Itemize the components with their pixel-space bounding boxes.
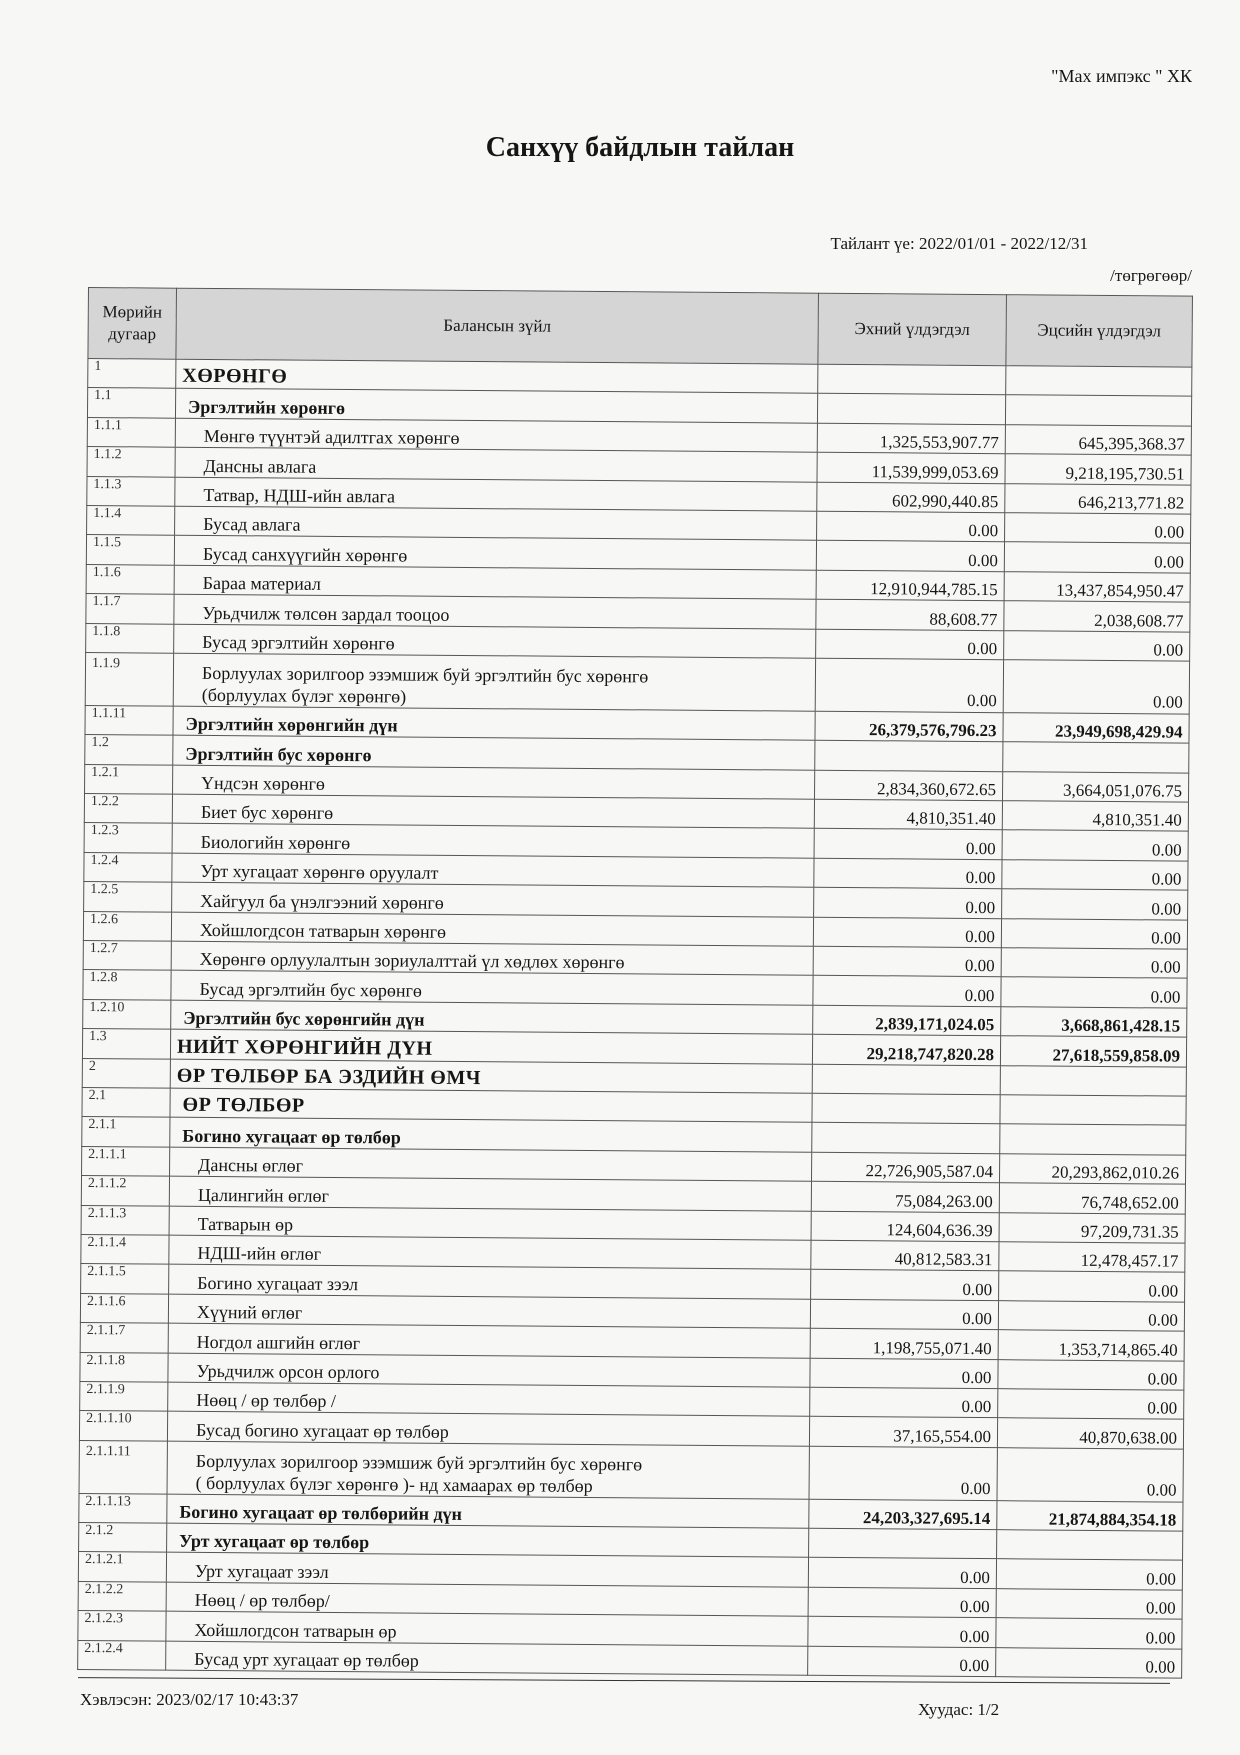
- beginning-balance: 0.00: [816, 629, 1004, 660]
- row-label: [167, 1494, 809, 1528]
- row-label-text: Биологийн хөрөнгө: [200, 831, 351, 853]
- ending-balance: 2,038,608.77: [1004, 601, 1190, 632]
- ending-balance: 0.00: [1002, 860, 1188, 891]
- row-label: [167, 1441, 809, 1499]
- row-label: [166, 1611, 808, 1645]
- ending-balance: 0.00: [996, 1589, 1182, 1620]
- row-number: 2.1.2.2: [78, 1581, 166, 1611]
- beginning-balance: 0.00: [808, 1587, 996, 1618]
- row-label-text: Цалингийн өглөг: [197, 1184, 329, 1206]
- beginning-balance: 75,084,263.00: [811, 1181, 999, 1212]
- beginning-balance: 0.00: [813, 946, 1001, 977]
- row-number: 1.2.6: [83, 911, 171, 941]
- row-label: [175, 506, 817, 540]
- row-label: [173, 653, 815, 711]
- row-label: [166, 1582, 808, 1616]
- row-label: [171, 941, 813, 975]
- row-label: [172, 882, 814, 916]
- ending-balance: 646,213,771.82: [1005, 483, 1191, 514]
- ending-balance: 0.00: [1003, 660, 1189, 714]
- beginning-balance: 0.00: [811, 1270, 999, 1301]
- beginning-balance: 2,834,360,672.65: [814, 770, 1002, 801]
- row-label-text: Борлуулах зорилгоор эзэмшиж буй эргэлтийн бус хөрөнгө: [201, 662, 649, 687]
- row-number: 1.2.8: [83, 970, 171, 1000]
- beginning-balance: 0.00: [808, 1558, 996, 1589]
- beginning-balance: [815, 741, 1003, 772]
- row-label: [175, 447, 817, 481]
- row-number: 1.1: [87, 388, 175, 418]
- ending-balance: 0.00: [996, 1559, 1182, 1590]
- row-label: [170, 1118, 812, 1152]
- beginning-balance: [812, 1093, 1000, 1124]
- ending-balance: 27,618,559,858.09: [1000, 1036, 1186, 1067]
- ending-balance: 0.00: [999, 1271, 1185, 1302]
- beginning-balance: 0.00: [810, 1358, 998, 1389]
- reporting-period: Тайлант үе: 2022/01/01 - 2022/12/31: [830, 234, 1088, 253]
- row-number: 1.1.9: [85, 652, 173, 706]
- ending-balance: 0.00: [1005, 513, 1191, 544]
- row-label: [168, 1382, 810, 1416]
- row-label-text: Хойшлогдсон татварын хөрөнгө: [199, 919, 447, 942]
- row-label-text: Богино хугацаат өр төлбөрийн дүн: [179, 1501, 463, 1525]
- ending-balance: 645,395,368.37: [1005, 424, 1191, 455]
- beginning-balance: 0.00: [810, 1299, 998, 1330]
- balance-sheet-table: [77, 287, 1193, 1679]
- row-label: [171, 912, 813, 946]
- beginning-balance: 602,990,440.85: [817, 482, 1005, 513]
- row-label-text: Дансны өглөг: [198, 1155, 304, 1176]
- ending-balance: 23,949,698,429.94: [1003, 713, 1189, 744]
- row-number: 1.2.4: [84, 852, 172, 882]
- row-number: 1.1.2: [87, 447, 175, 477]
- row-label-text: Урт хугацаат хөрөнгө оруулалт: [200, 861, 439, 884]
- row-label-text: НДШ-ийн өглөг: [197, 1243, 322, 1265]
- row-label: [168, 1353, 810, 1387]
- beginning-balance: 26,379,576,796.23: [815, 711, 1003, 742]
- row-label: [175, 477, 817, 511]
- row-label-text: Эргэлтийн хөрөнгө: [187, 396, 346, 418]
- row-number: 1.1.8: [86, 623, 174, 653]
- beginning-balance: 1,198,755,071.40: [810, 1328, 998, 1359]
- row-label-text: Мөнгө түүнтэй адилтгах хөрөнгө: [203, 426, 460, 449]
- ending-balance: 0.00: [1001, 918, 1187, 949]
- row-label-text: Бусад богино хугацаат өр төлбөр: [195, 1419, 449, 1442]
- row-number: 2: [82, 1058, 170, 1088]
- row-number: 2.1.2: [79, 1523, 167, 1553]
- beginning-balance: 0.00: [815, 658, 1003, 712]
- row-label: [169, 1176, 811, 1210]
- ending-balance: 13,437,854,950.47: [1004, 571, 1190, 602]
- row-label-text: Урт хугацаат зээл: [194, 1560, 329, 1582]
- row-label-text: Хүүний өглөг: [196, 1301, 303, 1323]
- row-number: 1.1.6: [86, 564, 174, 594]
- row-number: 1.1.5: [86, 535, 174, 565]
- ending-balance: 0.00: [1002, 830, 1188, 861]
- row-number: 2.1.1.13: [79, 1493, 167, 1523]
- row-number: 1.3: [82, 1029, 170, 1059]
- row-label-text: Борлуулах зорилгоор эзэмшиж буй эргэлтийн бус хөрөнгө: [195, 1450, 643, 1475]
- row-number: 2.1.1.3: [81, 1205, 169, 1235]
- row-label-text: Бусад авлага: [203, 514, 301, 536]
- row-label-text: Ногдол ашгийн өглөг: [196, 1331, 361, 1353]
- ending-balance: [997, 1530, 1183, 1561]
- row-number: 2.1.1.8: [80, 1352, 168, 1382]
- row-label-text: Үндсэн хөрөнгө: [201, 772, 326, 794]
- row-label: [166, 1553, 808, 1587]
- ending-balance: 20,293,862,010.26: [999, 1153, 1185, 1184]
- beginning-balance: 0.00: [808, 1616, 996, 1647]
- row-number: 1.2.5: [84, 882, 172, 912]
- company-name: "Мах импэкс " ХК: [1051, 66, 1192, 86]
- table-header-row: [88, 288, 1193, 368]
- row-label: [171, 971, 813, 1005]
- beginning-balance: [812, 1123, 1000, 1154]
- beginning-balance: 1,325,553,907.77: [817, 423, 1005, 454]
- ending-balance: [1005, 395, 1191, 426]
- ending-balance: 0.00: [1004, 542, 1190, 573]
- row-label-text: Урьдчилж орсон орлого: [196, 1360, 380, 1383]
- ending-balance: 3,664,051,076.75: [1002, 771, 1188, 802]
- row-label-continuation: (борлуулах бүлэг хөрөнгө): [201, 684, 407, 707]
- row-label-text: Татвар, НДШ-ийн авлага: [203, 484, 396, 507]
- row-label-text: Бусад урт хугацаат өр төлбөр: [194, 1648, 419, 1671]
- row-number: 2.1.1.6: [80, 1293, 168, 1323]
- row-label-text: Бусад эргэлтийн бус хөрөнгө: [199, 978, 423, 1001]
- row-label-text: Татварын өр: [197, 1213, 294, 1235]
- row-label: [173, 706, 815, 740]
- row-label: [175, 389, 817, 423]
- row-number: 2.1.2.4: [78, 1640, 166, 1670]
- ending-balance: 0.00: [1001, 977, 1187, 1008]
- row-label: [176, 359, 818, 393]
- row-label-text: Урьдчилж төлсөн зардал тооцоо: [202, 602, 450, 625]
- beginning-balance: [817, 394, 1005, 425]
- table-row: [79, 1440, 1183, 1502]
- row-label: [172, 853, 814, 887]
- ending-balance: 9,218,195,730.51: [1005, 454, 1191, 485]
- row-label-text: НИЙТ ХӨРӨНГИЙН ДҮН: [176, 1035, 433, 1060]
- row-label: [171, 1000, 813, 1034]
- row-number: 1.2.1: [85, 764, 173, 794]
- row-label: [174, 565, 816, 599]
- row-label-text: ӨР ТӨЛБӨР: [182, 1094, 305, 1118]
- beginning-balance: 12,910,944,785.15: [816, 570, 1004, 601]
- row-label: [169, 1264, 811, 1298]
- row-label-text: Эргэлтийн бус хөрөнгийн дүн: [183, 1007, 425, 1030]
- ending-balance: 0.00: [1001, 948, 1187, 979]
- row-number: 1.2.2: [84, 794, 172, 824]
- row-number: 1.1.1: [87, 417, 175, 447]
- ending-balance: 3,668,861,428.15: [1001, 1007, 1187, 1038]
- row-number: 1.2.10: [83, 999, 171, 1029]
- header-ending-balance: Эцсийн үлдэгдэл: [1006, 295, 1193, 367]
- ending-balance: 0.00: [997, 1447, 1183, 1501]
- beginning-balance: [818, 364, 1006, 395]
- beginning-balance: 24,203,327,695.14: [809, 1499, 997, 1530]
- beginning-balance: 2,839,171,024.05: [813, 1005, 1001, 1036]
- row-label: [167, 1411, 809, 1445]
- beginning-balance: 11,539,999,053.69: [817, 452, 1005, 483]
- row-label: [174, 536, 816, 570]
- ending-balance: 1,353,714,865.40: [998, 1330, 1184, 1361]
- row-label: [167, 1523, 809, 1557]
- row-label-text: Бусад эргэлтийн хөрөнгө: [202, 631, 395, 654]
- beginning-balance: 0.00: [814, 887, 1002, 918]
- row-label: [170, 1029, 812, 1063]
- row-label: [170, 1147, 812, 1181]
- ending-balance: 76,748,652.00: [999, 1183, 1185, 1214]
- beginning-balance: 0.00: [810, 1387, 998, 1418]
- ending-balance: 0.00: [996, 1647, 1182, 1678]
- row-number: 1.1.3: [87, 476, 175, 506]
- beginning-balance: 88,608.77: [816, 599, 1004, 630]
- ending-balance: 12,478,457.17: [999, 1242, 1185, 1273]
- row-number: 2.1: [82, 1087, 170, 1117]
- row-label-text: Нөөц / өр төлбөр /: [196, 1390, 336, 1412]
- ending-balance: [1003, 742, 1189, 773]
- row-number: 2.1.1.11: [79, 1440, 167, 1494]
- ending-balance: 0.00: [1002, 889, 1188, 920]
- row-label-text: ӨР ТӨЛБӨР БА ЭЗДИЙН ӨМЧ: [176, 1064, 482, 1090]
- ending-balance: [1006, 366, 1192, 397]
- ending-balance: 0.00: [998, 1389, 1184, 1420]
- row-label: [174, 594, 816, 628]
- ending-balance: 40,870,638.00: [997, 1418, 1183, 1449]
- row-label: [169, 1235, 811, 1269]
- row-label: [174, 624, 816, 658]
- ending-balance: 0.00: [996, 1618, 1182, 1649]
- beginning-balance: 0.00: [814, 858, 1002, 889]
- row-number: 1.2.3: [84, 823, 172, 853]
- row-number: 2.1.1.10: [79, 1411, 167, 1441]
- ending-balance: [1000, 1124, 1186, 1155]
- beginning-balance: 4,810,351.40: [814, 799, 1002, 830]
- printed-timestamp: Хэвлэсэн: 2023/02/17 10:43:37: [80, 1690, 299, 1709]
- row-number: 1.2.7: [83, 941, 171, 971]
- row-label-text: ХӨРӨНГӨ: [182, 365, 288, 388]
- beginning-balance: 0.00: [813, 917, 1001, 948]
- row-number: 2.1.1.4: [81, 1234, 169, 1264]
- header-balance-item: Балансын зүйл: [176, 288, 819, 364]
- ending-balance: 0.00: [998, 1359, 1184, 1390]
- row-label-text: Эргэлтийн бус хөрөнгө: [185, 743, 372, 765]
- ending-balance: 0.00: [998, 1300, 1184, 1331]
- row-label-text: Урт хугацаат өр төлбөр: [179, 1531, 370, 1553]
- ending-balance: 21,874,884,354.18: [997, 1500, 1183, 1531]
- row-number: 2.1.1.9: [80, 1381, 168, 1411]
- row-label: [169, 1206, 811, 1240]
- row-label: [170, 1059, 812, 1093]
- beginning-balance: [809, 1528, 997, 1559]
- row-number: 2.1.2.3: [78, 1611, 166, 1641]
- footer-divider: [78, 1677, 1170, 1684]
- row-label-text: Хөрөнгө орлуулалтын зориулалттай үл хөдлөх хөрөнгө: [199, 949, 625, 973]
- row-label: [175, 418, 817, 452]
- page-number: Хуудас: 1/2: [918, 1700, 1000, 1719]
- row-label-text: Нөөц / өр төлбөр/: [194, 1590, 330, 1612]
- beginning-balance: 0.00: [813, 976, 1001, 1007]
- beginning-balance: [812, 1064, 1000, 1095]
- row-number: 1.1.4: [87, 505, 175, 535]
- beginning-balance: 0.00: [814, 829, 1002, 860]
- row-number: 2.1.1.2: [81, 1176, 169, 1206]
- row-number: 1: [88, 359, 176, 389]
- row-number: 1.1.7: [86, 594, 174, 624]
- table-row: [85, 652, 1189, 714]
- row-label-continuation: ( борлуулах бүлэг хөрөнгө )- нд хамаарах өр төлбөр: [195, 1472, 593, 1496]
- row-number: 2.1.1.5: [81, 1264, 169, 1294]
- beginning-balance: 22,726,905,587.04: [811, 1152, 999, 1183]
- beginning-balance: 29,218,747,820.28: [812, 1034, 1000, 1065]
- row-label: [172, 824, 814, 858]
- ending-balance: 4,810,351.40: [1002, 801, 1188, 832]
- beginning-balance: 0.00: [817, 511, 1005, 542]
- beginning-balance: 40,812,583.31: [811, 1240, 999, 1271]
- row-label: [173, 765, 815, 799]
- row-label: [170, 1088, 812, 1122]
- row-number: 2.1.1: [82, 1117, 170, 1147]
- row-label-text: Хайгуул ба үнэлгээний хөрөнгө: [200, 890, 444, 913]
- row-label-text: Хойшлогдсон татварын өр: [194, 1619, 397, 1642]
- row-number: 2.1.1.1: [82, 1146, 170, 1176]
- beginning-balance: 0.00: [808, 1646, 996, 1677]
- row-number: 1.2: [85, 735, 173, 765]
- header-row-number: Мөрийн дугаар: [88, 288, 177, 360]
- beginning-balance: 37,165,554.00: [809, 1416, 997, 1447]
- row-label-text: Бараа материал: [202, 573, 321, 594]
- beginning-balance: 0.00: [816, 541, 1004, 572]
- row-label-text: Богино хугацаат зээл: [197, 1272, 359, 1294]
- row-label-text: Эргэлтийн хөрөнгийн дүн: [185, 714, 398, 736]
- currency-unit: /төгрөгөөр/: [1110, 266, 1192, 285]
- row-label: [168, 1323, 810, 1357]
- header-beginning-balance: Эхний үлдэгдэл: [818, 293, 1007, 365]
- row-label: [166, 1641, 808, 1675]
- row-number: 2.1.2.1: [78, 1552, 166, 1582]
- row-label: [168, 1294, 810, 1328]
- ending-balance: [1000, 1095, 1186, 1126]
- beginning-balance: 124,604,636.39: [811, 1211, 999, 1242]
- beginning-balance: 0.00: [809, 1446, 997, 1500]
- row-number: 1.1.11: [85, 705, 173, 735]
- row-label-text: Бусад санхүүгийн хөрөнгө: [202, 543, 408, 566]
- ending-balance: 0.00: [1004, 630, 1190, 661]
- row-label-text: Дансны авлага: [203, 455, 317, 477]
- row-label-text: Богино хугацаат өр төлбөр: [182, 1125, 401, 1148]
- ending-balance: [1000, 1065, 1186, 1096]
- report-title: Санхүү байдлын тайлан: [485, 132, 795, 163]
- row-label: [173, 735, 815, 769]
- row-label-text: Биет бус хөрөнгө: [200, 802, 334, 824]
- row-number: 2.1.1.7: [80, 1323, 168, 1353]
- row-label: [172, 794, 814, 828]
- ending-balance: 97,209,731.35: [999, 1212, 1185, 1243]
